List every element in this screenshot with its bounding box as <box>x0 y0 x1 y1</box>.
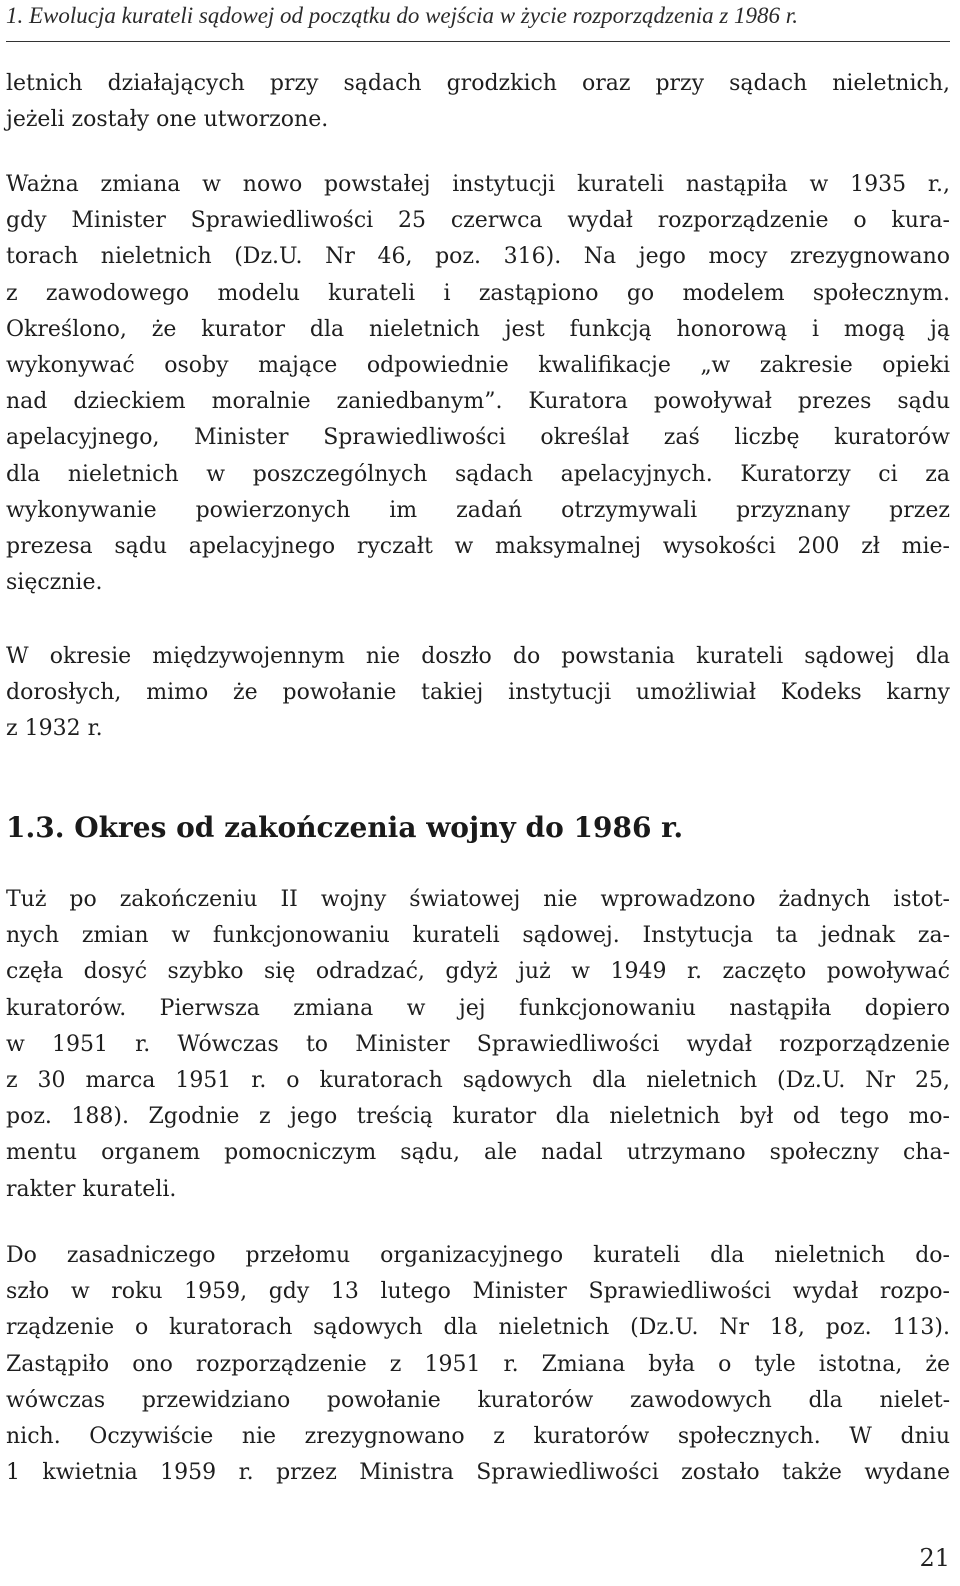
text-line: W okresie międzywojennym nie doszło do powstania kurateli sądowej dla <box>6 644 950 669</box>
text-line: Do zasadniczego przełomu organizacyjnego kurateli dla nieletnich do- <box>6 1243 950 1268</box>
text-line: prezesa sądu apelacyjnego ryczałt w maksymalnej wysokości 200 zł mie- <box>6 533 950 559</box>
text-line: wykonywanie powierzonych im zadań otrzymywali przyznany przez <box>6 497 950 523</box>
text-line: Określono, że kurator dla nieletnich jest funkcją honorową i mogą ją <box>6 316 950 342</box>
text-line: poz. 188). Zgodnie z jego treścią kurator dla nieletnich był od tego mo- <box>6 1104 950 1130</box>
text-line: z 30 marca 1951 r. o kuratorach sądowych dla nieletnich (Dz.U. Nr 25, <box>6 1067 950 1093</box>
paragraph-1935-reform <box>6 167 950 601</box>
paragraph-postwar <box>6 882 950 1208</box>
text-line: nad dzieckiem moralnie zaniedbanym”. Kuratora powoływał prezes sądu <box>6 389 950 415</box>
text-line: mentu organem pomocniczym sądu, ale nadal utrzymano społeczny cha- <box>6 1140 950 1166</box>
text-line: rządzenie o kuratorach sądowych dla nieletnich (Dz.U. Nr 18, poz. 113). <box>6 1315 950 1341</box>
text-line: jeżeli zostały one utworzone. <box>6 107 329 133</box>
text-line: częła dosyć szybko się odradzać, gdyż już w 1949 r. zaczęto powoływać <box>6 959 950 985</box>
page-number: 21 <box>919 1544 950 1572</box>
text-line: Zastąpiło ono rozporządzenie z 1951 r. Zmiana była o tyle istotna, że <box>6 1351 950 1377</box>
text-line: letnich działających przy sądach grodzkich oraz przy sądach nieletnich, <box>6 71 950 96</box>
section-heading: 1.3. Okres od zakończenia wojny do 1986 r. <box>6 811 684 844</box>
text-line: Tuż po zakończeniu II wojny światowej nie wprowadzono żadnych istot- <box>6 887 950 912</box>
text-line: dla nieletnich w poszczególnych sądach apelacyjnych. Kuratorzy ci za <box>6 461 950 487</box>
text-line: szło w roku 1959, gdy 13 lutego Minister Sprawiedliwości wydał rozpo- <box>6 1279 950 1305</box>
text-line: Ważna zmiana w nowo powstałej instytucji kurateli nastąpiła w 1935 r., <box>6 172 950 197</box>
document-page <box>6 0 950 1586</box>
paragraph-continuation <box>6 66 950 138</box>
text-line: apelacyjnego, Minister Sprawiedliwości określał zaś liczbę kuratorów <box>6 425 950 451</box>
text-line: kuratorów. Pierwsza zmiana w jej funkcjonowaniu nastąpiła dopiero <box>6 995 950 1021</box>
text-line: z 1932 r. <box>6 716 103 742</box>
text-line: sięcznie. <box>6 570 103 596</box>
text-line: z zawodowego modelu kurateli i zastąpiono go modelem społecznym. <box>6 280 950 306</box>
text-line: dorosłych, mimo że powołanie takiej instytucji umożliwiał Kodeks karny <box>6 680 950 706</box>
text-line: nich. Oczywiście nie zrezygnowano z kuratorów społecznych. W dniu <box>6 1423 950 1449</box>
paragraph-interwar <box>6 639 950 748</box>
text-line: w 1951 r. Wówczas to Minister Sprawiedliwości wydał rozporządzenie <box>6 1031 950 1057</box>
text-line: wówczas przewidziano powołanie kuratorów zawodowych dla nielet- <box>6 1387 950 1413</box>
text-line: rakter kurateli. <box>6 1176 177 1202</box>
text-line: torach nieletnich (Dz.U. Nr 46, poz. 316). Na jego mocy zrezygnowano <box>6 244 950 270</box>
text-line: wykonywać osoby mające odpowiednie kwalifikacje „w zakresie opieki <box>6 352 950 378</box>
text-line: nych zmian w funkcjonowaniu kurateli sądowej. Instytucja ta jednak za- <box>6 923 950 949</box>
text-line: gdy Minister Sprawiedliwości 25 czerwca wydał rozporządzenie o kura- <box>6 208 950 234</box>
paragraph-1959-reform <box>6 1238 950 1491</box>
text-line: 1 kwietnia 1959 r. przez Ministra Sprawiedliwości zostało także wydane <box>6 1460 950 1486</box>
running-head: 1. Ewolucja kurateli sądowej od początku do wejścia w życie rozporządzenia z 1986 r. <box>6 3 798 28</box>
header-rule <box>6 41 950 42</box>
